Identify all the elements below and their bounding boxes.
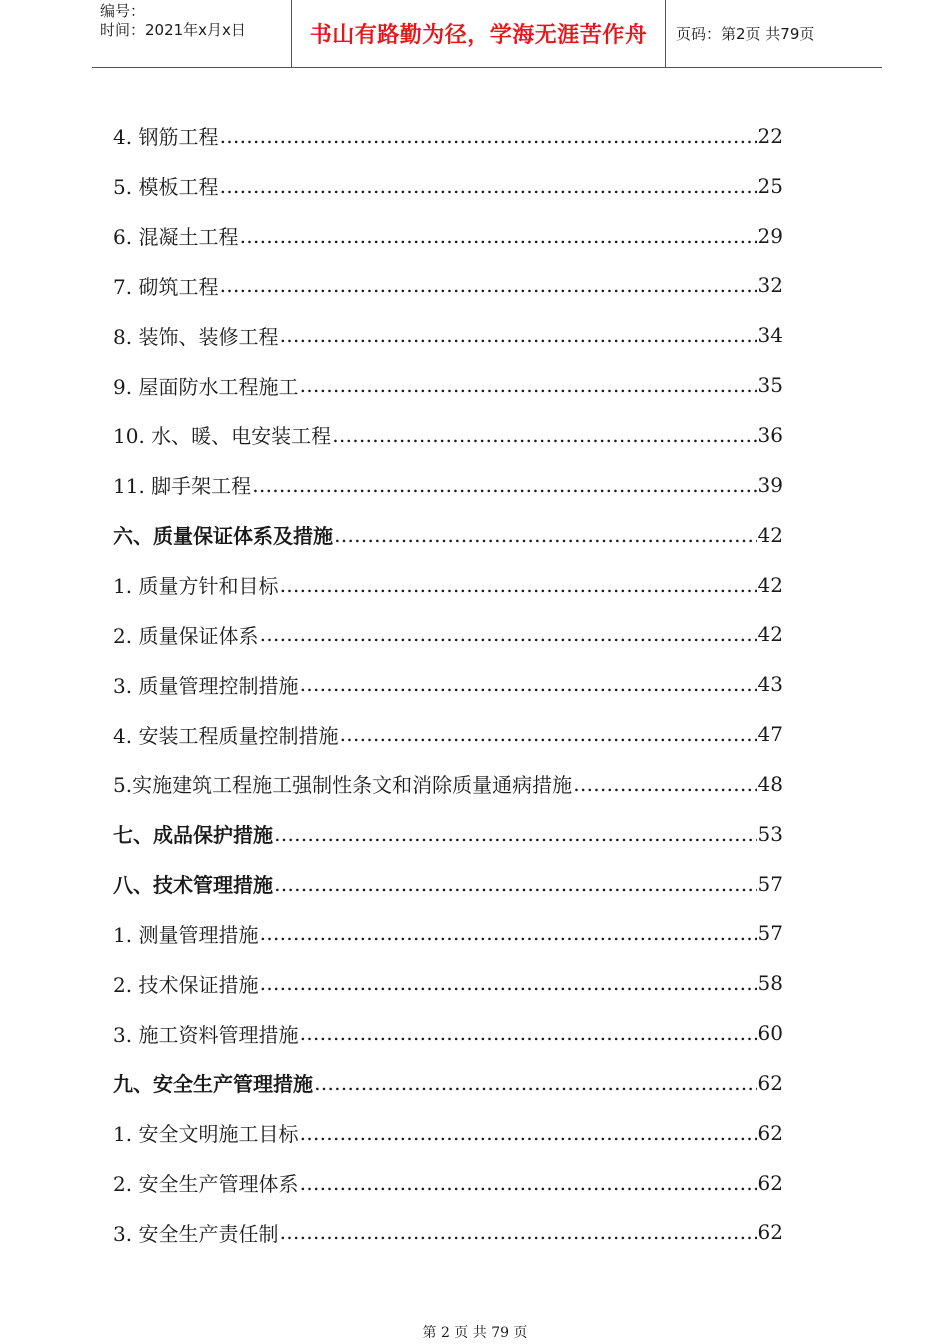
toc-entry-page: 42: [757, 522, 783, 547]
toc-leader-dots: [339, 722, 756, 746]
toc-entry-page: 58: [757, 971, 783, 996]
toc-leader-dots: [279, 573, 756, 597]
toc-entry[interactable]: [113, 759, 783, 809]
toc-leader-dots: [219, 174, 756, 198]
toc-entry-label: 5.实施建筑工程施工强制性条文和消除质量通病措施: [113, 773, 573, 798]
toc-entry[interactable]: [113, 659, 783, 709]
toc-leader-dots: [239, 224, 756, 248]
toc-entry-label: 5. 模板工程: [113, 175, 219, 200]
toc-entry-page: 42: [757, 622, 783, 647]
toc-entry-page: 34: [757, 323, 783, 348]
toc-entry[interactable]: [113, 609, 783, 659]
toc-entry[interactable]: [113, 1058, 783, 1108]
toc-entry[interactable]: [113, 1208, 783, 1258]
toc-leader-dots: [299, 672, 756, 696]
toc-entry-label: 1. 安全文明施工目标: [113, 1122, 299, 1147]
serial-label: 编号：: [100, 2, 146, 20]
toc-entry[interactable]: [113, 261, 783, 311]
toc-entry-label: 3. 安全生产责任制: [113, 1221, 279, 1246]
toc-entry-page: 35: [757, 373, 783, 398]
toc-entry-page: 62: [757, 1070, 783, 1095]
toc-entry[interactable]: [113, 211, 783, 261]
toc-entry[interactable]: [113, 410, 783, 460]
toc-entry-label: 6. 混凝土工程: [113, 225, 239, 250]
toc-entry-page: 36: [757, 422, 783, 447]
toc-leader-dots: [252, 473, 756, 497]
toc-entry-label: 3. 质量管理控制措施: [113, 673, 299, 698]
table-of-contents: [113, 111, 783, 1257]
toc-entry-page: 22: [757, 123, 783, 148]
toc-entry-label: 2. 质量保证体系: [113, 623, 259, 648]
toc-entry-page: 32: [757, 273, 783, 298]
toc-leader-dots: [274, 872, 757, 896]
toc-entry[interactable]: [113, 809, 783, 859]
toc-entry-page: 62: [757, 1220, 783, 1245]
toc-entry-page: 60: [757, 1021, 783, 1046]
toc-entry-label: 3. 施工资料管理措施: [113, 1022, 299, 1047]
page-footer: 第 2 页 共 79 页: [422, 1325, 528, 1341]
header-page-label: 页码：第2页 共79页: [676, 25, 815, 43]
toc-entry-page: 57: [757, 871, 783, 896]
toc-entry-label: 八、技术管理措施: [113, 873, 273, 898]
toc-entry-label: 11. 脚手架工程: [113, 474, 252, 499]
header-page-cell: [666, 0, 882, 67]
toc-entry-label: 2. 技术保证措施: [113, 972, 259, 997]
toc-entry-page: 43: [757, 672, 783, 697]
toc-entry-page: 25: [757, 173, 783, 198]
toc-entry-label: 7. 砌筑工程: [113, 274, 219, 299]
time-label: 时间：2021年x月x日: [100, 21, 246, 39]
toc-entry[interactable]: [113, 1108, 783, 1158]
toc-entry-page: 53: [757, 821, 783, 846]
toc-leader-dots: [279, 1220, 756, 1244]
toc-entry[interactable]: [113, 709, 783, 759]
toc-entry[interactable]: [113, 560, 783, 610]
toc-entry[interactable]: [113, 909, 783, 959]
toc-leader-dots: [279, 323, 756, 347]
toc-entry[interactable]: [113, 460, 783, 510]
toc-leader-dots: [299, 1021, 756, 1045]
toc-leader-dots: [299, 1171, 756, 1195]
toc-entry[interactable]: [113, 1008, 783, 1058]
toc-entry-label: 4. 安装工程质量控制措施: [113, 723, 339, 748]
toc-leader-dots: [219, 124, 756, 148]
toc-leader-dots: [259, 921, 756, 945]
toc-entry[interactable]: [113, 1158, 783, 1208]
toc-leader-dots: [219, 273, 756, 297]
toc-leader-dots: [259, 622, 756, 646]
toc-entry[interactable]: [113, 859, 783, 909]
toc-entry[interactable]: [113, 510, 783, 560]
toc-entry-label: 9. 屋面防水工程施工: [113, 374, 299, 399]
toc-entry-label: 九、安全生产管理措施: [113, 1072, 313, 1097]
header-meta: [92, 0, 292, 67]
toc-leader-dots: [299, 1121, 756, 1145]
toc-entry-label: 10. 水、暖、电安装工程: [113, 424, 332, 449]
toc-entry-label: 1. 测量管理措施: [113, 922, 259, 947]
header-motto: 书山有路勤为径，学海无涯苦作舟: [309, 23, 648, 48]
toc-leader-dots: [314, 1071, 757, 1095]
toc-entry[interactable]: [113, 161, 783, 211]
toc-entry-label: 8. 装饰、装修工程: [113, 324, 279, 349]
toc-entry[interactable]: [113, 958, 783, 1008]
toc-entry-label: 4. 钢筋工程: [113, 125, 219, 150]
toc-entry[interactable]: [113, 111, 783, 161]
header-motto-cell: [292, 0, 666, 67]
toc-leader-dots: [334, 523, 757, 547]
toc-entry-page: 62: [757, 1170, 783, 1195]
page-header: [92, 0, 882, 68]
toc-entry-label: 七、成品保护措施: [113, 823, 273, 848]
toc-leader-dots: [274, 822, 757, 846]
toc-entry[interactable]: [113, 360, 783, 410]
toc-entry-page: 48: [757, 771, 783, 796]
toc-leader-dots: [259, 971, 756, 995]
toc-entry-page: 29: [757, 223, 783, 248]
toc-leader-dots: [332, 423, 756, 447]
toc-leader-dots: [573, 772, 756, 796]
toc-entry[interactable]: [113, 310, 783, 360]
toc-entry-page: 57: [757, 921, 783, 946]
toc-leader-dots: [299, 373, 756, 397]
toc-entry-label: 2. 安全生产管理体系: [113, 1172, 299, 1197]
toc-entry-page: 39: [757, 472, 783, 497]
toc-entry-page: 42: [757, 572, 783, 597]
toc-entry-page: 62: [757, 1120, 783, 1145]
toc-entry-label: 六、质量保证体系及措施: [113, 524, 333, 549]
toc-entry-page: 47: [757, 722, 783, 747]
toc-entry-label: 1. 质量方针和目标: [113, 574, 279, 599]
